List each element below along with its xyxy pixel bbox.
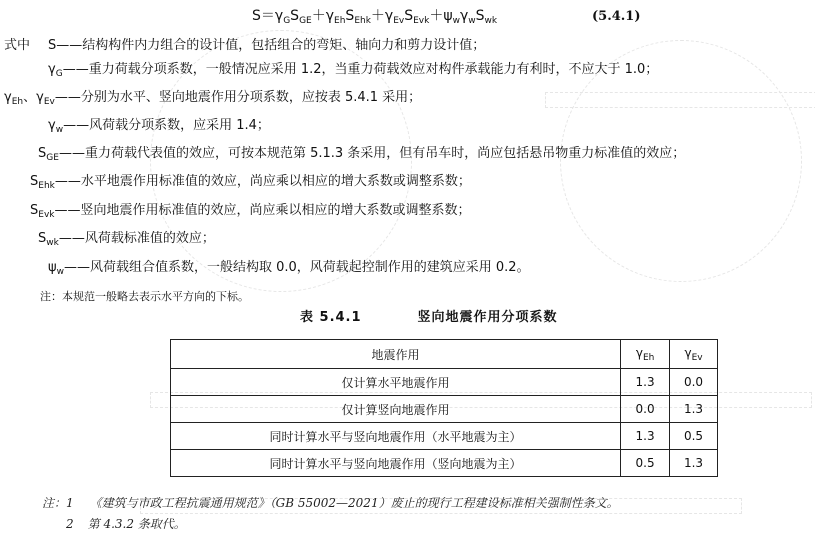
sub: Ev bbox=[691, 352, 703, 363]
gamma-ev-sub: Ev bbox=[393, 16, 405, 26]
cell-action: 同时计算水平与竖向地震作用（竖向地震为主） bbox=[171, 450, 621, 477]
sub: Eh bbox=[642, 352, 655, 363]
def-s-ehk bbox=[30, 174, 471, 194]
cell-gamma-ev: 1.3 bbox=[670, 396, 718, 423]
cell-gamma-ev: 0.5 bbox=[670, 423, 718, 450]
psi-w-sub: w bbox=[452, 16, 460, 26]
header-gamma-eh bbox=[621, 340, 670, 369]
plus-sign: ＋ bbox=[429, 8, 444, 24]
sym-sub: GE bbox=[46, 153, 59, 163]
footnote-2 bbox=[66, 515, 186, 532]
s-wk: S bbox=[475, 8, 485, 24]
cell-action: 同时计算水平与竖向地震作用（水平地震为主） bbox=[171, 423, 621, 450]
sym-gamma: γ bbox=[4, 90, 12, 105]
cell-gamma-eh: 1.3 bbox=[621, 423, 670, 450]
def-gamma-eh-ev bbox=[4, 90, 421, 110]
def-s-evk bbox=[30, 203, 471, 223]
formula bbox=[252, 8, 497, 29]
gamma-g: γ bbox=[274, 8, 284, 24]
sym-gamma: γ bbox=[48, 118, 56, 133]
sym-s: S bbox=[38, 231, 47, 246]
def-s-wk bbox=[38, 231, 215, 251]
gamma-g-sub: G bbox=[283, 16, 291, 26]
sym-sub: w bbox=[55, 125, 64, 135]
intro-label: 式中 bbox=[4, 38, 31, 53]
gamma: γ bbox=[635, 345, 643, 360]
def-s-wk-text: ——风荷载标准值的效应； bbox=[58, 231, 215, 246]
s-ge: S bbox=[290, 8, 300, 24]
header-action: 地震作用 bbox=[171, 340, 621, 369]
def-s-text: ——结构构件内力组合的设计值，包括组合的弯矩、轴向力和剪力设计值； bbox=[56, 38, 486, 53]
s-evk-sub: Evk bbox=[413, 16, 430, 26]
sym-psi: ψ bbox=[48, 260, 57, 275]
sym-sub: Evk bbox=[38, 210, 55, 220]
sym-sub: G bbox=[55, 69, 63, 79]
cell-gamma-ev: 1.3 bbox=[670, 450, 718, 477]
table-row bbox=[171, 423, 718, 450]
sym-s: S bbox=[48, 38, 57, 53]
sep: 、 bbox=[23, 90, 37, 105]
def-gamma-w bbox=[48, 118, 270, 138]
def-psi-w-text: ——风荷载组合值系数，一般结构取 0.0，风荷载起控制作用的建筑应采用 0.2。 bbox=[63, 260, 530, 275]
sym-sub: w bbox=[56, 267, 64, 277]
s-ehk: S bbox=[345, 8, 355, 24]
footnote-label: 注：1 bbox=[42, 496, 74, 510]
sym-sub: wk bbox=[46, 238, 59, 248]
table-title: 竖向地震作用分项系数 bbox=[417, 310, 558, 325]
footnote-1 bbox=[42, 494, 619, 511]
sym-s: S bbox=[38, 146, 47, 161]
cell-gamma-eh: 1.3 bbox=[621, 369, 670, 396]
sym-s: S bbox=[30, 203, 39, 218]
s-wk-sub: wk bbox=[484, 16, 498, 26]
def-s bbox=[4, 38, 485, 54]
watermark-band-1 bbox=[545, 92, 815, 108]
cell-action: 仅计算竖向地震作用 bbox=[171, 396, 621, 423]
def-s-ehk-text: ——水平地震作用标准值的效应，尚应乘以相应的增大系数或调整系数； bbox=[54, 174, 471, 189]
s-evk: S bbox=[404, 8, 414, 24]
gamma: γ bbox=[684, 345, 692, 360]
gamma-w-sub: w bbox=[468, 16, 476, 26]
formula-lhs: S＝ bbox=[252, 8, 275, 24]
table-header-row bbox=[171, 340, 718, 369]
footnote-2-text: 第 4.3.2 条取代。 bbox=[87, 517, 186, 531]
cell-gamma-ev: 0.0 bbox=[670, 369, 718, 396]
gamma-eh: γ bbox=[325, 8, 335, 24]
gamma-eh-sub: Eh bbox=[334, 16, 346, 26]
sym-gamma: γ bbox=[48, 62, 56, 77]
s-ehk-sub: Ehk bbox=[354, 16, 371, 26]
def-s-ge bbox=[38, 146, 685, 166]
def-s-ge-text: ——重力荷载代表值的效应，可按本规范第 5.1.3 条采用，但有吊车时，尚应包括悬吊物重力标准值的效应； bbox=[58, 146, 686, 161]
def-s-evk-text: ——竖向地震作用标准值的效应，尚应乘以相应的增大系数或调整系数； bbox=[54, 203, 471, 218]
header-gamma-ev bbox=[670, 340, 718, 369]
sym-gamma: γ bbox=[36, 90, 44, 105]
def-gamma-eh-text: ——分别为水平、竖向地震作用分项系数，应按表 5.4.1 采用； bbox=[54, 90, 422, 105]
table-number: 表 5.4.1 bbox=[300, 310, 362, 325]
footnote-1-text: 《建筑与市政工程抗震通用规范》（GB 55002—2021）废止的现行工程建设标准相关强制性条文。 bbox=[89, 496, 619, 510]
cell-gamma-eh: 0.0 bbox=[621, 396, 670, 423]
subscript-note: 注：本规范一般略去表示水平方向的下标。 bbox=[40, 290, 249, 303]
plus-sign: ＋ bbox=[370, 8, 385, 24]
def-psi-w bbox=[48, 260, 530, 280]
s-ge-sub: GE bbox=[299, 16, 312, 26]
table-caption bbox=[300, 310, 558, 326]
factor-table bbox=[170, 339, 718, 477]
sym-sub: Ehk bbox=[38, 181, 55, 191]
def-gamma-g bbox=[48, 62, 658, 82]
gamma-ev: γ bbox=[384, 8, 394, 24]
table-row bbox=[171, 450, 718, 477]
psi-w: ψ bbox=[443, 8, 453, 24]
table-row bbox=[171, 396, 718, 423]
def-gamma-w-text: ——风荷载分项系数，应采用 1.4； bbox=[63, 118, 270, 133]
gamma-w: γ bbox=[459, 8, 469, 24]
sym-sub: Eh bbox=[11, 97, 24, 107]
plus-sign: ＋ bbox=[311, 8, 326, 24]
footnote-2-label: 2 bbox=[66, 517, 74, 531]
def-gamma-g-text: ——重力荷载分项系数，一般情况应采用 1.2，当重力荷载效应对构件承载能力有利时，不应大于 1.0； bbox=[62, 62, 659, 77]
formula-number: (5.4.1) bbox=[592, 9, 641, 24]
table-row bbox=[171, 369, 718, 396]
cell-gamma-eh: 0.5 bbox=[621, 450, 670, 477]
sym-sub: Ev bbox=[43, 97, 55, 107]
sym-s: S bbox=[30, 174, 39, 189]
cell-action: 仅计算水平地震作用 bbox=[171, 369, 621, 396]
